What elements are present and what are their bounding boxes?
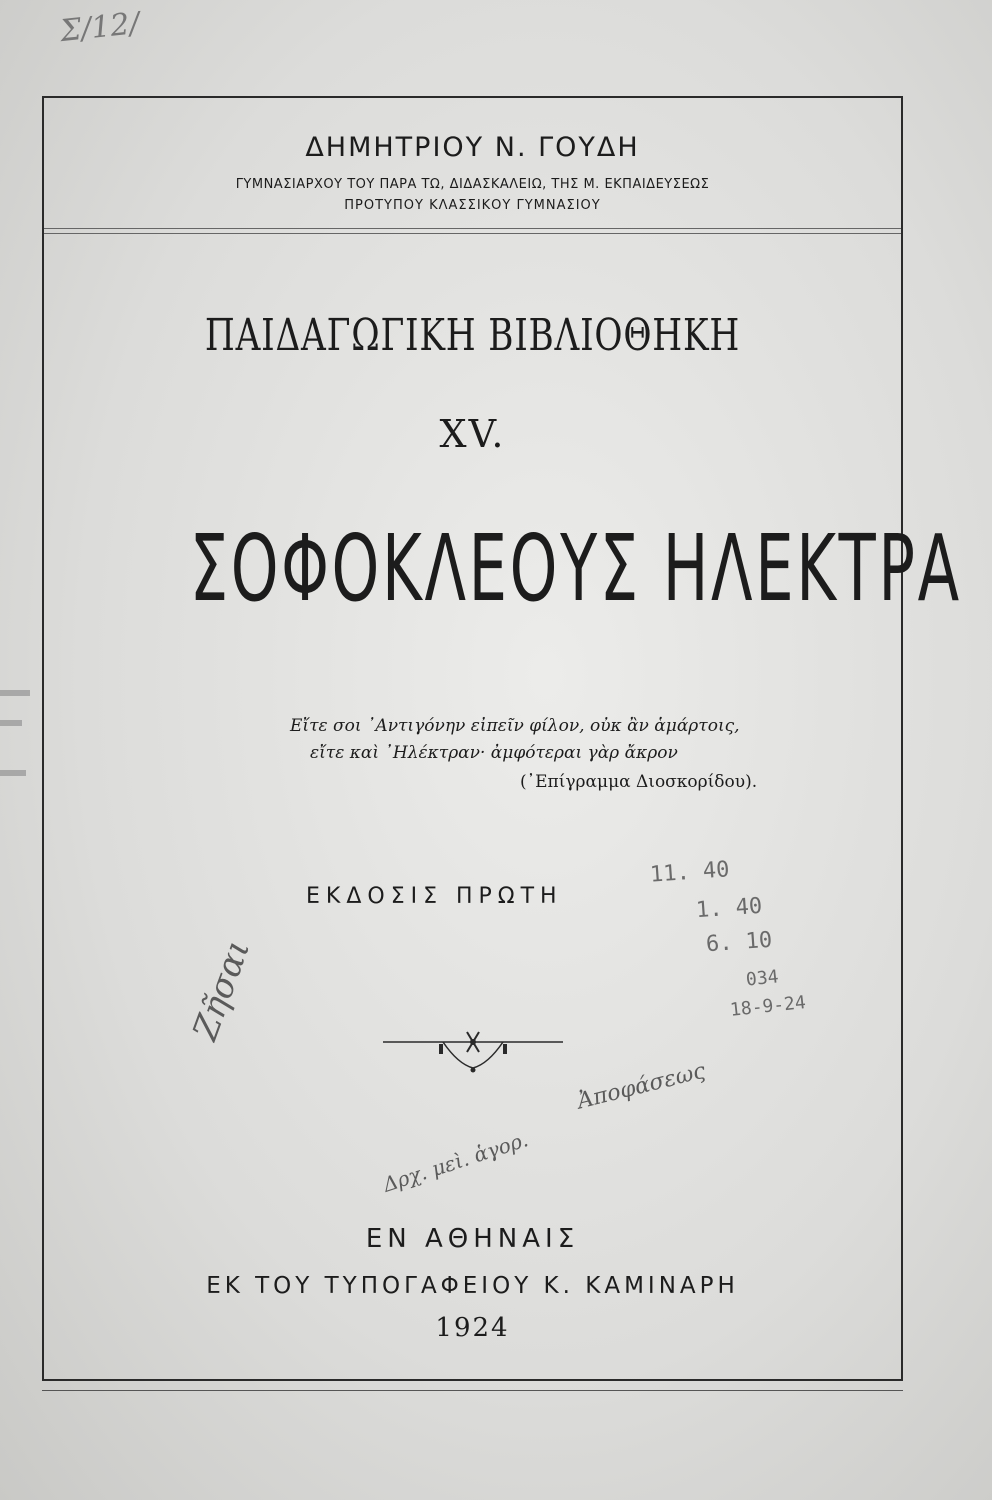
corner-handwritten-note: Σ/12/ (58, 5, 142, 50)
header-rule (44, 233, 901, 234)
margin-handwriting: Ζῆσαι (185, 934, 259, 1046)
stamp-date-4: 18-9-24 (729, 992, 807, 1021)
author-position-line2: ΠΡΟΤΥΠΟΥ ΚΛΑΣΣΙΚΟΥ ΓΥΜΝΑΣΙΟΥ (344, 198, 601, 213)
series-name: ΠΑΙΔΑΓΩΓΙΚΗ ΒΙΒΛΙΟΘΗΚΗ (204, 310, 741, 361)
author-position-line1: ΓΥΜΝΑΣΙΑΡΧΟΥ ΤΟΥ ΠΑΡΑ ΤΩ, ΔΙΔΑΣΚΑΛΕΙΩ, ΤΗΣ Μ. ΕΚΠΑΙΔΕΥΣΕΩΣ (235, 177, 710, 192)
stamp-date-1: 11. 40 (649, 857, 731, 888)
edge-mark (0, 690, 30, 696)
page-border-frame (42, 96, 962, 1381)
decorative-ornament-icon (383, 1024, 563, 1074)
header-rule (44, 228, 901, 229)
imprint-printer: ΕΚ ΤΟΥ ΤΥΠΟΓΑΦΕΙΟΥ Κ. ΚΑΜΙΝΑΡΗ (206, 1273, 739, 1299)
edge-mark (0, 770, 26, 776)
book-title: ΣΟΦΟΚΛΕΟΥΣ ΗΛΕΚΤΡΑ (189, 515, 962, 622)
bottom-double-rule (42, 1390, 903, 1391)
epigram-line2: εἴτε καὶ ᾽Ηλέκτραν· ἀμφότεραι γὰρ ἄκρον (310, 743, 678, 763)
handwritten-note-decision: Ἀποφάσεως (574, 1058, 709, 1115)
stamp-date-2: 1. 40 (695, 893, 764, 924)
stamp-number: 034 (744, 966, 780, 991)
author-name: ΔΗΜΗΤΡΙΟΥ Ν. ΓΟΥΔΗ (305, 132, 640, 163)
imprint-city: ΕΝ ΑΘΗΝΑΙΣ (365, 1224, 580, 1254)
stamp-date-3: 6. 10 (705, 927, 774, 958)
handwritten-note-price: Δρχ. μεὶ. ἁγορ. (379, 1127, 531, 1197)
series-volume: XV. (439, 412, 506, 456)
epigram-line1: Εἴτε σοι ᾽Αντιγόνην εἰπεῖν φίλον, οὐκ ἂν ἁμάρτοις, (290, 716, 740, 736)
imprint-year: 1924 (435, 1313, 510, 1343)
epigram-source: (᾽Επίγραμμα Διοσκορίδου). (520, 772, 758, 792)
edge-mark (0, 720, 22, 726)
edition-label: ΕΚΔΟΣΙΣ ΠΡΩΤΗ (306, 884, 563, 909)
